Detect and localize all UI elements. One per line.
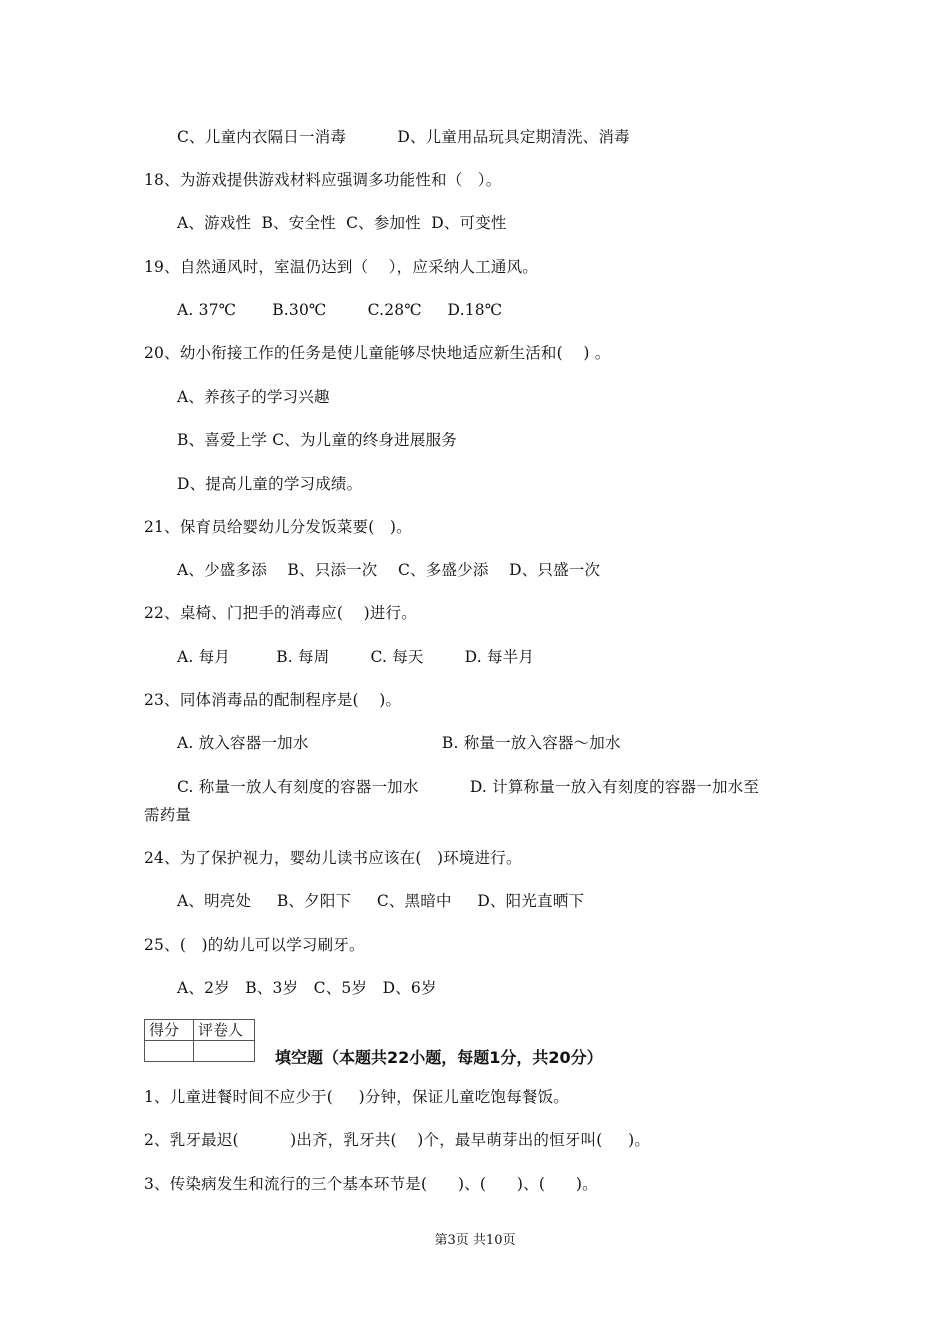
question-18-options: A、游戏性 B、安全性 C、参加性 D、可变性 (177, 214, 507, 232)
question-20-option-d: D、提高儿童的学习成绩。 (177, 475, 363, 493)
fill-question-2: 2、乳牙最迟( )出齐，乳牙共( )个，最早萌芽出的恒牙叫( )。 (144, 1131, 651, 1149)
question-23-options-ab: A. 放入容器一加水 B. 称量一放入容器～加水 (177, 734, 621, 752)
question-24-options: A、明亮处 B、夕阳下 C、黑暗中 D、阳光直晒下 (177, 892, 585, 910)
grader-label: 评卷人 (194, 1020, 255, 1041)
question-22: 22、桌椅、门把手的消毒应( )进行。 (144, 604, 417, 622)
question-18: 18、为游戏提供游戏材料应强调多功能性和（ ）。 (144, 171, 502, 189)
question-22-options: A. 每月 B. 每周 C. 每天 D. 每半月 (177, 648, 535, 666)
question-20-option-a: A、养孩子的学习兴趣 (177, 388, 330, 406)
score-table (144, 1019, 255, 1062)
question-19-options: A. 37℃ B.30℃ C.28℃ D.18℃ (177, 301, 503, 319)
score-label: 得分 (145, 1020, 194, 1041)
question-24: 24、为了保护视力，婴幼儿读书应该在( )环境进行。 (144, 849, 522, 867)
question-25-options: A、2岁 B、3岁 C、5岁 D、6岁 (177, 979, 437, 997)
question-21: 21、保育员给婴幼儿分发饭菜要( )。 (144, 518, 412, 536)
question-19: 19、自然通风时，室温仍达到（ ），应采纳人工通风。 (144, 258, 538, 276)
question-21-options: A、少盛多添 B、只添一次 C、多盛少添 D、只盛一次 (177, 561, 601, 579)
question-25: 25、( )的幼儿可以学习刷牙。 (144, 936, 365, 954)
question-23: 23、同体消毒品的配制程序是( )。 (144, 691, 402, 709)
fill-question-1: 1、儿童进餐时间不应少于( )分钟，保证儿童吃饱每餐饭。 (144, 1088, 569, 1106)
question-23-options-cd: C. 称量一放人有刻度的容器一加水 D. 计算称量一放入有刻度的容器一加水至 (177, 778, 760, 796)
question-20: 20、幼小衔接工作的任务是使儿童能够尽快地适应新生活和( ) 。 (144, 344, 611, 362)
question-20-option-bc: B、喜爱上学 C、为儿童的终身进展服务 (177, 431, 457, 449)
fill-question-3: 3、传染病发生和流行的三个基本环节是( )、( )、( )。 (144, 1175, 598, 1193)
score-cell (145, 1041, 194, 1062)
grader-cell (194, 1041, 255, 1062)
page-footer: 第3页 共10页 (434, 1233, 516, 1248)
section-title: 填空题（本题共22小题，每题1分，共20分） (275, 1048, 603, 1067)
question-17-options-cd: C、儿童内衣隔日一消毒 D、儿童用品玩具定期清洗、消毒 (177, 128, 630, 146)
question-23-options-cd-wrap: 需药量 (144, 806, 192, 824)
